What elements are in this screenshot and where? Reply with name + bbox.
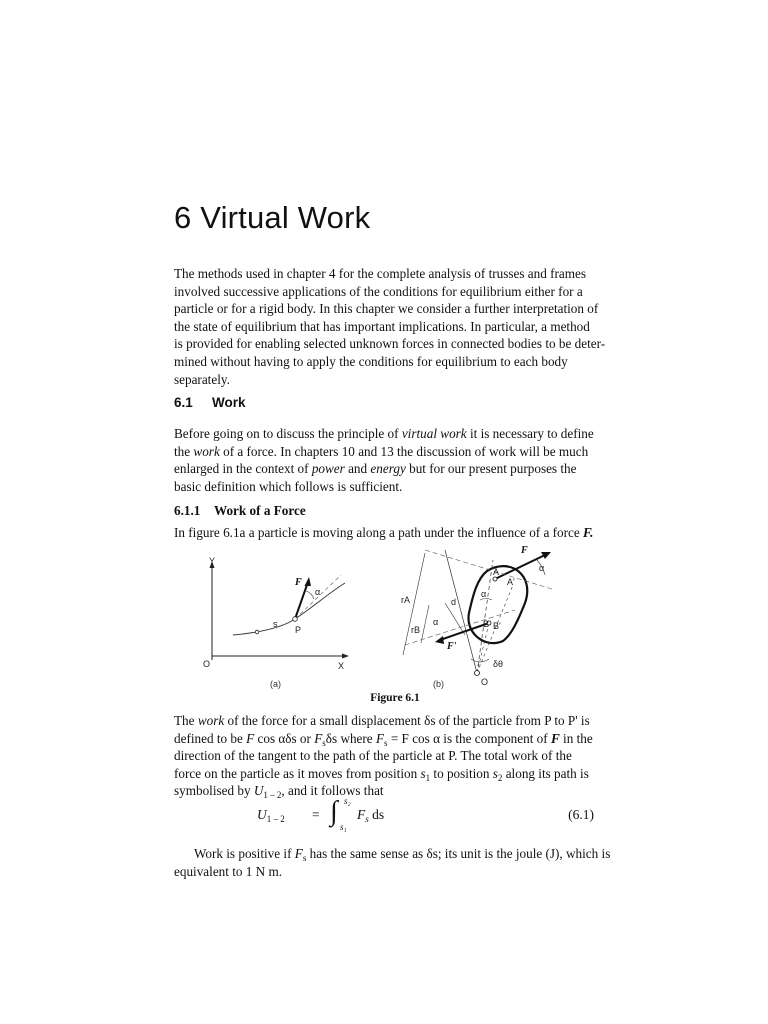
text-run: to position <box>430 765 493 781</box>
text-run: Before going on to discuss the principle of <box>174 426 402 441</box>
text-run: of a force. In chapters 10 and 13 the discussion of work will be much <box>219 443 589 459</box>
force-symbol: F. <box>583 525 594 540</box>
integral-lower-limit: s₁ <box>340 822 347 832</box>
section-line <box>174 443 594 461</box>
ref-line-dashed <box>477 560 493 673</box>
label-b-prime: B' <box>493 621 501 631</box>
subscript: s <box>302 853 307 863</box>
subscript: 1 – 2 <box>266 814 285 824</box>
label-a: A <box>493 567 500 577</box>
chapter-title: 6 Virtual Work <box>174 200 371 235</box>
subscript: 2 <box>497 772 503 783</box>
equation-u: U <box>257 807 267 822</box>
section-title: Work <box>212 395 246 410</box>
equation-equals: = <box>312 807 320 822</box>
force-f-prime-arrowhead <box>435 636 444 644</box>
point-o <box>475 671 480 676</box>
italic-term: work <box>193 443 220 459</box>
intro-line: particle or for a rigid body. In this chapter we consider a further interpretation of <box>174 301 599 317</box>
work-line <box>174 765 594 783</box>
work-line <box>174 712 594 730</box>
intro-line: is provided for enabling selected unknown forces in connected bodies to be deter- <box>174 336 606 352</box>
italic-term: virtual work <box>401 426 467 441</box>
work-line <box>174 782 594 800</box>
alpha-arc <box>306 591 314 599</box>
intro-line: involved successive applications of the conditions for equilibrium either for a <box>174 283 583 299</box>
subscript: s <box>384 737 388 748</box>
integral-upper-limit: s₂ <box>344 796 351 806</box>
subscript: 1 <box>425 772 431 783</box>
text-run: δs where <box>325 730 376 746</box>
section-number: 6.1 <box>174 395 193 410</box>
point-a <box>493 577 497 581</box>
intro-line: the state of equilibrium that has important implications. In particular, a method <box>174 318 590 334</box>
line-of-action-f <box>425 550 555 590</box>
label-o: O <box>481 677 489 685</box>
text-run: symbolised by <box>174 783 254 799</box>
label-alpha-top: α <box>539 563 545 573</box>
label-p: P <box>295 625 302 635</box>
section-line <box>174 460 594 478</box>
italic-symbol: F <box>294 846 303 861</box>
label-s: s <box>273 619 278 629</box>
particle-path <box>233 583 345 635</box>
subsection-paragraph <box>174 524 594 542</box>
label-rb: rB <box>411 625 420 635</box>
ref-line-left <box>445 550 477 673</box>
text-run: but for our present purposes the <box>405 461 577 477</box>
figure-b-label: (b) <box>433 679 444 689</box>
final-line <box>174 845 611 863</box>
text-run: along its path is <box>502 765 589 781</box>
label-dtheta: δθ <box>493 659 504 669</box>
text-run: force on the particle as it moves from position <box>174 765 421 781</box>
italic-term: power <box>311 461 345 477</box>
section-line <box>174 425 594 443</box>
subsection-heading <box>174 503 306 519</box>
integral-sign: ∫ <box>330 796 338 827</box>
italic-term: energy <box>370 461 406 477</box>
intro-paragraph <box>174 265 606 388</box>
intro-line: mined without having to apply the conditions for equilibrium to each body <box>174 353 568 369</box>
work-paragraph <box>174 712 594 800</box>
label-a-prime: A' <box>507 577 515 587</box>
section-heading <box>174 395 246 410</box>
subsection-line <box>174 524 594 542</box>
text-run: in the <box>559 730 593 746</box>
label-d: d <box>451 597 457 607</box>
intro-line: separately. <box>174 371 230 387</box>
italic-symbol: s <box>420 765 426 781</box>
x-axis-arrow <box>342 654 349 659</box>
point-s-start <box>255 630 259 634</box>
subscript: s <box>322 737 326 748</box>
dimension-rb <box>421 605 429 643</box>
final-line: equivalent to 1 N m. <box>174 863 283 879</box>
italic-symbol: U <box>253 783 264 799</box>
italic-symbol: F <box>357 807 366 822</box>
subsection-number: 6.1.1 <box>174 503 201 518</box>
text-run: = F cos α is the component of <box>387 730 551 746</box>
italic-symbol: F <box>375 730 385 746</box>
equation-6-1 <box>174 796 594 840</box>
text-run: and <box>344 461 371 477</box>
label-alpha-mid: α <box>481 589 487 599</box>
label-x: X <box>338 661 345 671</box>
text-run: ds <box>368 807 385 822</box>
italic-symbol: F <box>246 730 255 746</box>
section-paragraph <box>174 425 594 495</box>
label-b: B <box>483 619 490 629</box>
text-run: defined to be <box>174 730 247 746</box>
final-paragraph <box>174 845 611 880</box>
figure-a-label: (a) <box>270 679 281 689</box>
label-alpha-left: α <box>433 617 439 627</box>
text-run: cos αδs or <box>254 730 315 746</box>
figure-caption: Figure 6.1 <box>370 692 420 704</box>
section-line: basic definition which follows is sufficient. <box>174 478 403 494</box>
work-line: direction of the tangent to the path of the particle at P. The total work of the <box>174 748 572 764</box>
italic-term: work <box>197 713 225 728</box>
intro-line: The methods used in chapter 4 for the complete analysis of trusses and frames <box>174 266 586 281</box>
label-f-prime: F' <box>447 641 457 652</box>
subscript: 1 – 2 <box>263 790 282 801</box>
label-ra: rA <box>401 595 410 605</box>
subsection-title: Work of a Force <box>214 503 306 518</box>
equation-lhs <box>257 807 285 823</box>
label-y: Y <box>209 556 216 566</box>
point-p <box>293 617 298 622</box>
figure-6-1a <box>195 555 355 675</box>
text-run: the <box>174 443 194 459</box>
equation-rhs <box>357 807 384 823</box>
figure-6-1b <box>385 545 565 685</box>
text-run: it is necessary to define <box>466 426 594 441</box>
italic-symbol: s <box>492 765 498 781</box>
italic-symbol: F <box>314 730 323 746</box>
work-line <box>174 730 594 748</box>
text-run: Work is positive if <box>194 846 295 861</box>
text-run: In figure 6.1a a particle is moving along a path under the influence of a force <box>174 525 584 540</box>
dimension-d <box>445 603 465 635</box>
text-run: of the force for a small displacement δs of the particle from P to P' is <box>224 713 590 728</box>
subscript: s <box>365 814 369 824</box>
text-run: , and it follows that <box>281 783 384 799</box>
equation-number: (6.1) <box>568 807 594 822</box>
text-run: has the same sense as δs; its unit is the joule (J), which is <box>306 846 611 861</box>
label-origin: O <box>203 659 211 669</box>
text-run: The <box>174 713 198 728</box>
label-f: F <box>521 545 528 556</box>
force-arrowhead <box>305 577 312 586</box>
label-alpha: α <box>315 587 321 597</box>
text-run: enlarged in the context of <box>174 461 312 477</box>
label-force: F <box>295 577 302 588</box>
force-symbol: F <box>550 730 560 746</box>
